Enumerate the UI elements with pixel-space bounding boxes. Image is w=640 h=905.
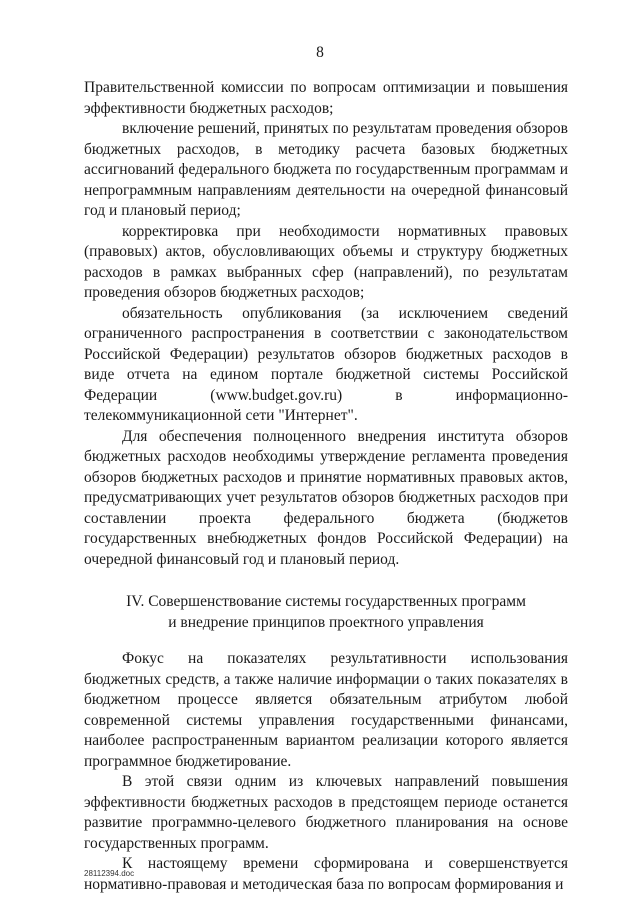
page-number: 8 [316,44,324,61]
paragraph: В этой связи одним из ключевых направлений повышения эффективности бюджетных расходов в предстоящем периоде останется развитие программно-целевого бюджетного планирования на основе государственных программ. [84,773,568,852]
footer-file-code: 28112394.doc [84,869,135,878]
section-heading-line-2: и внедрение принципов проектного управления [168,613,484,631]
paragraph: обязательность опубликования (за исключением сведений ограниченного распространения в соответствии с законодательством Российской Федерации) результатов обзоров бюджетных расходов в виде отчета на едином портале бюджетной системы Российской Федерации (www.budget.gov.ru) в информационно-телекоммуникационной сети "Интернет". [84,304,568,424]
paragraph: корректировка при необходимости нормативных правовых (правовых) актов, обусловливающих объемы и структуру бюджетных расходов в рамках выбранных сфер (направлений), по результатам проведения обзоров бюджетных расходов; [84,222,568,301]
section-heading [84,592,568,633]
paragraph: Правительственной комиссии по вопросам оптимизации и повышения эффективности бюджетных расходов; [84,79,568,117]
document-body [84,78,568,895]
paragraph: К настоящему времени сформирована и совершенствуется нормативно-правовая и методическая база по вопросам формирования и [84,855,568,893]
paragraphs-after [84,649,568,895]
paragraph: Для обеспечения полноценного внедрения института обзоров бюджетных расходов необходимы утверждение регламента проведения обзоров бюджетных расходов и принятие нормативных правовых актов, предусматривающих учет результатов обзоров бюджетных расходов при составлении проекта федерального бюджета (бюджетов государственных внебюджетных фондов Российской Федерации) на очередной финансовый год и плановый период. [84,427,568,568]
paragraphs-before [84,78,568,570]
paragraph: включение решений, принятых по результатам проведения обзоров бюджетных расходов, в методику расчета базовых бюджетных ассигнований федерального бюджета по государственным программам и непрограммным направлениям деятельности на очередной финансовый год и плановый период; [84,120,568,219]
paragraph: Фокус на показателях результативности использования бюджетных средств, а также наличие информации о таких показателях в бюджетном процессе является обязательным атрибутом любой современной системы управления государственными финансами, наиболее распространенным вариантом реализации которого является программное бюджетирование. [84,650,568,770]
section-heading-line-1: IV. Совершенствование системы государственных программ [126,593,526,610]
